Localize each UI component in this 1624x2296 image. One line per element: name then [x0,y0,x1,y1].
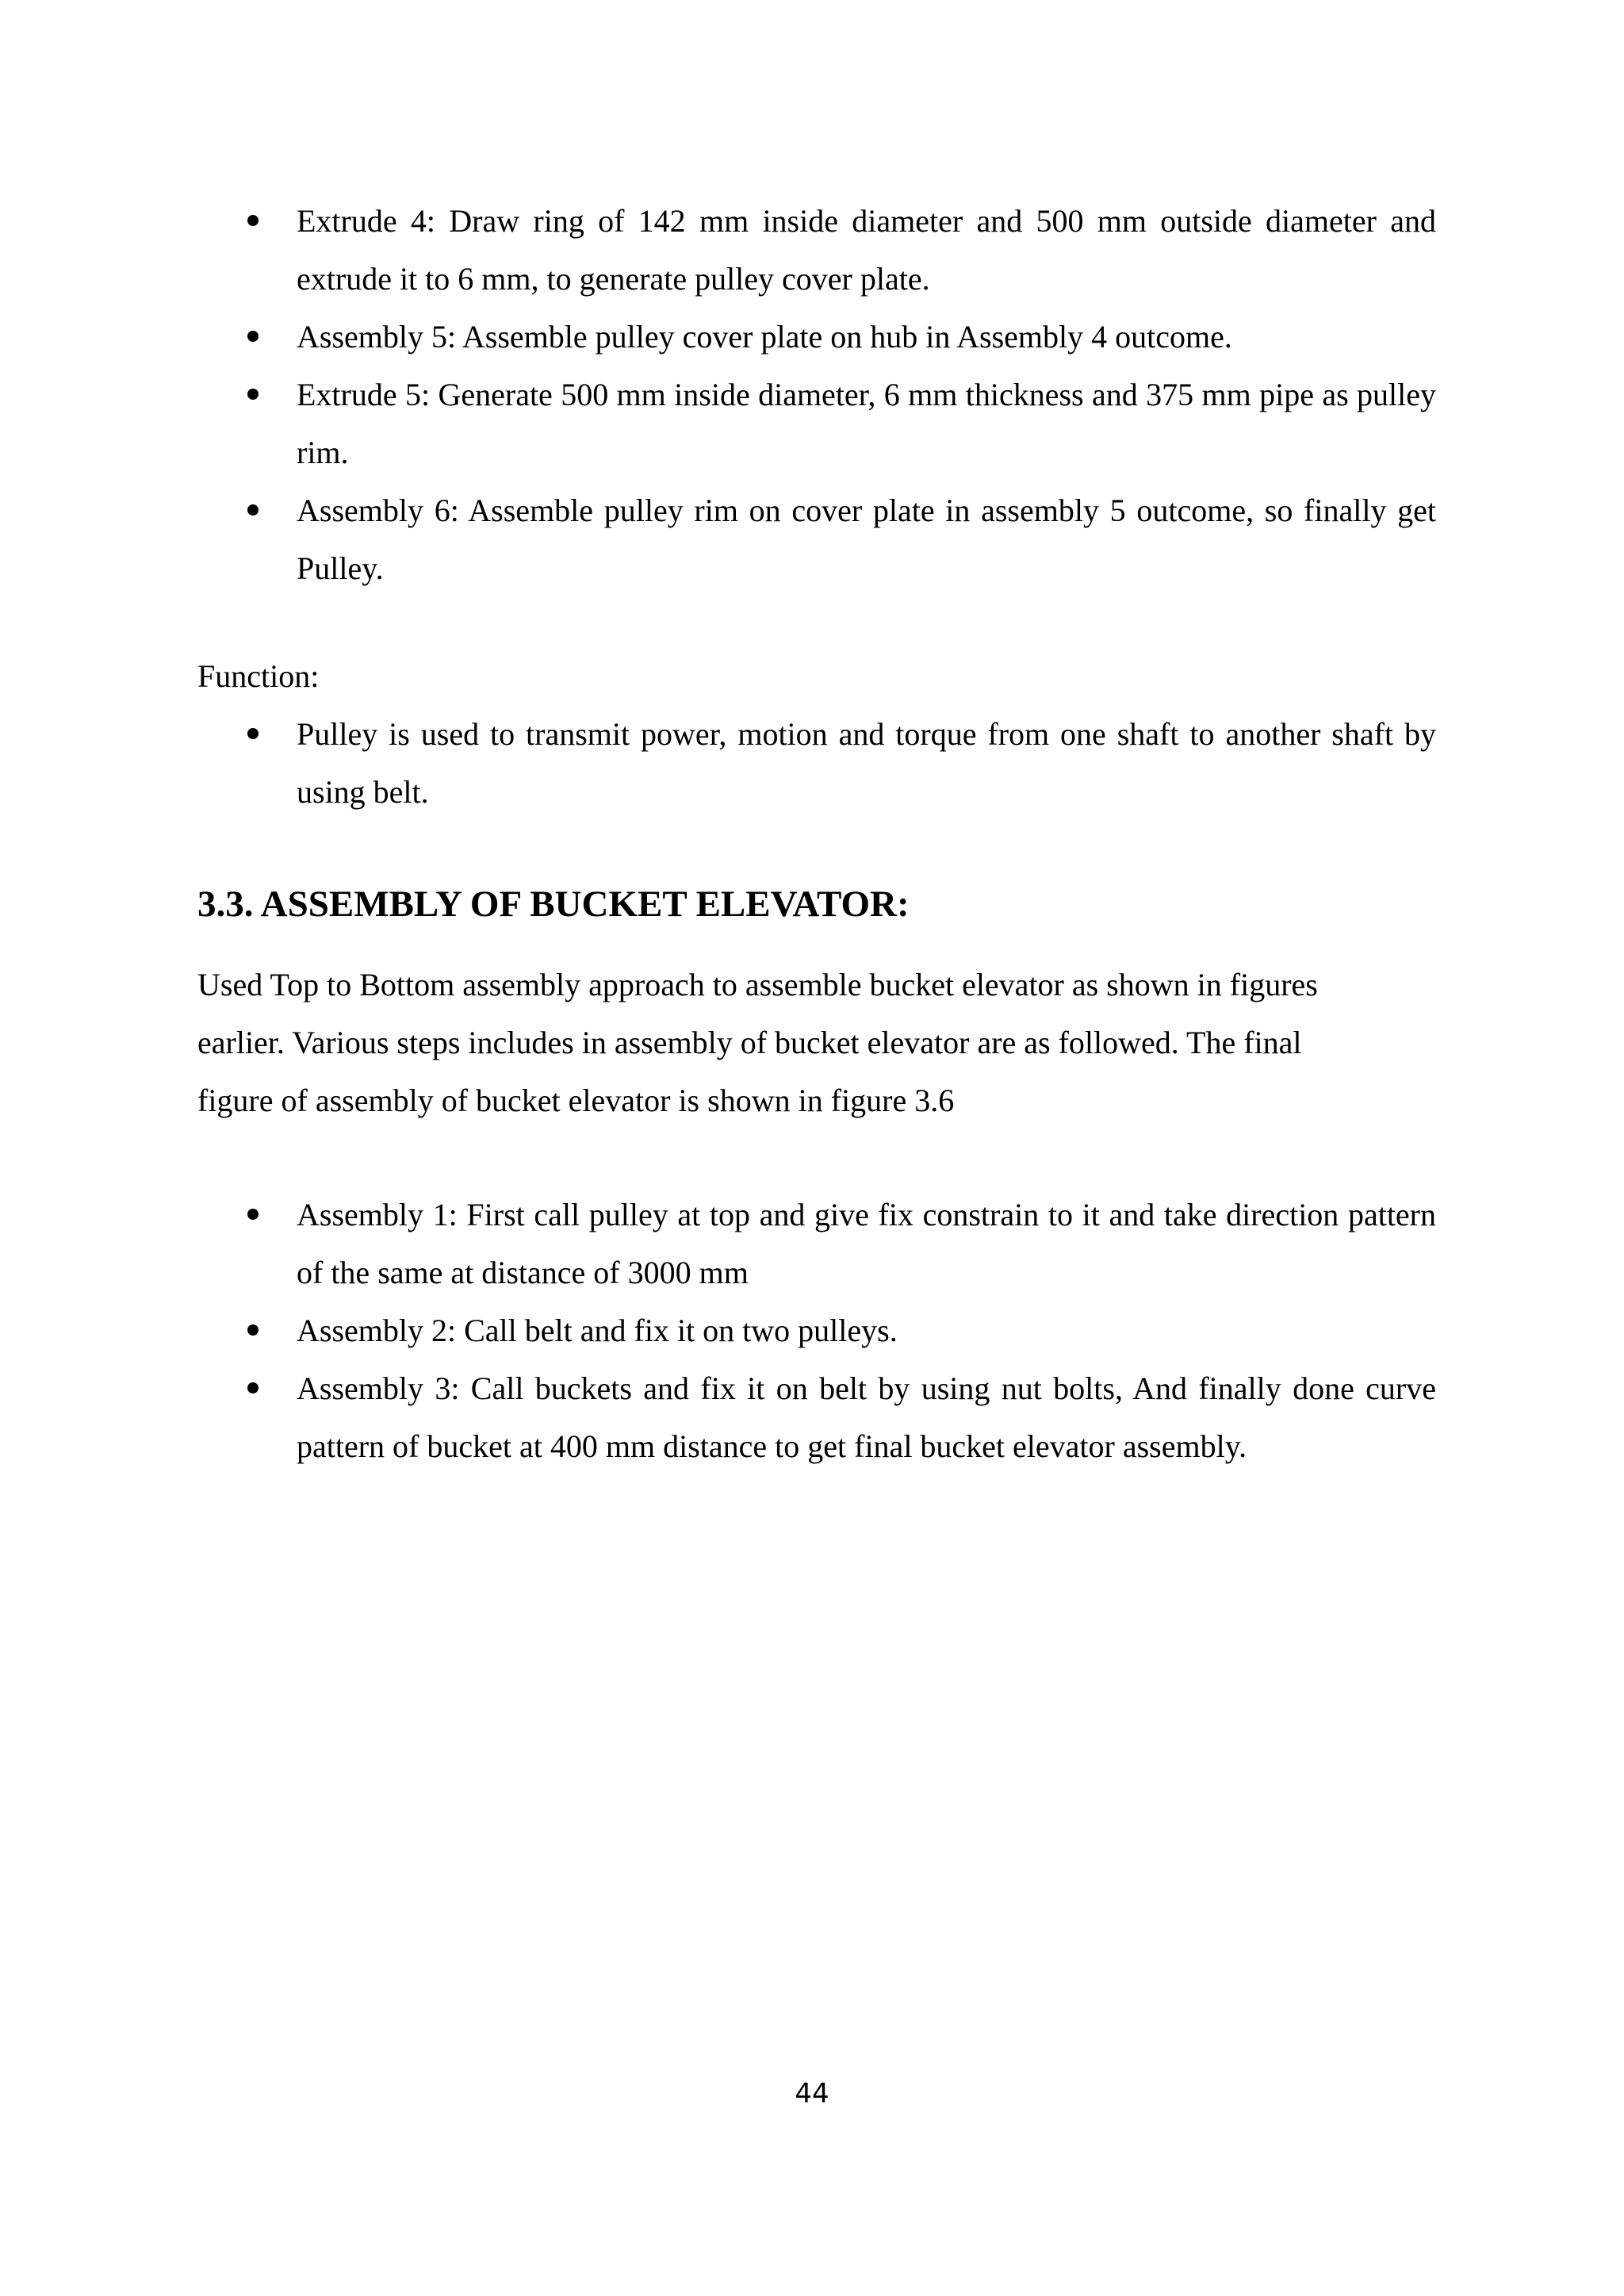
list-item [197,1359,1436,1475]
list-item [197,481,1436,597]
bullet-text: Assembly 6: Assemble pulley rim on cover plate in assembly 5 outcome, so finally get Pulley. [297,493,1436,586]
page-content [197,192,1436,1475]
function-list [197,705,1436,821]
list-item [197,366,1436,481]
bullet-text: Extrude 4: Draw ring of 142 mm inside diameter and 500 mm outside diameter and extrude it to 6 mm, to generate pulley cover plate. [297,203,1436,297]
intro-line: earlier. Various steps includes in assembly of bucket elevator are as followed. The final [197,1025,1302,1060]
assembly-steps-list [197,1186,1436,1475]
bullet-text: Assembly 2: Call belt and fix it on two pulleys. [297,1313,898,1348]
list-item [197,192,1436,308]
list-item [197,705,1436,821]
bullet-icon [247,389,259,400]
section-heading: 3.3. ASSEMBLY OF BUCKET ELEVATOR: [197,884,910,925]
intro-line: figure of assembly of bucket elevator is shown in figure 3.6 [197,1083,955,1118]
bullet-icon [247,728,259,739]
bullet-icon [247,215,259,226]
bullet-text: Assembly 5: Assemble pulley cover plate on hub in Assembly 4 outcome. [297,319,1232,355]
bullet-icon [247,1209,259,1220]
bullet-text: Assembly 1: First call pulley at top and give fix constrain to it and take direction pattern of the same at distance of 3000 mm [297,1197,1436,1290]
list-item [197,1301,1436,1359]
bullet-text: Assembly 3: Call buckets and fix it on belt by using nut bolts, And finally done curve pattern of bucket at 400 mm distance to get final bucket elevator assembly. [297,1370,1436,1464]
section-intro [197,956,1436,1129]
page-number: 44 [795,2078,829,2110]
bullet-icon [247,1382,259,1393]
pulley-steps-list [197,192,1436,597]
intro-line: Used Top to Bottom assembly approach to assemble bucket elevator as shown in figures [197,967,1318,1002]
function-label: Function: [197,658,320,694]
list-item [197,1186,1436,1301]
bullet-text: Extrude 5: Generate 500 mm inside diameter, 6 mm thickness and 375 mm pipe as pulley rim. [297,377,1436,470]
bullet-text: Pulley is used to transmit power, motion and torque from one shaft to another shaft by using belt. [297,716,1436,810]
bullet-icon [247,1324,259,1336]
list-item [197,308,1436,366]
bullet-icon [247,331,259,342]
bullet-icon [247,504,259,516]
